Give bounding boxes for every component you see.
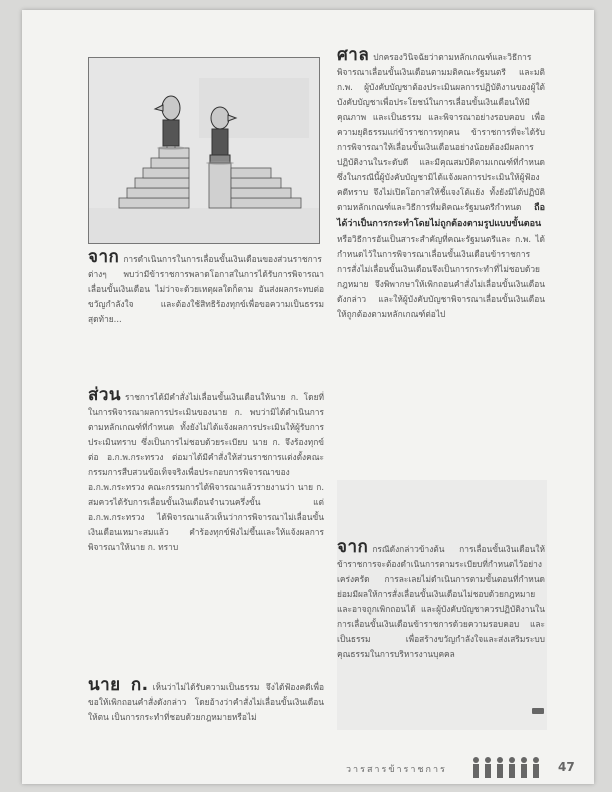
paragraph-text: การดำเนินการในการเลื่อนขั้นเงินเดือนของส่วนราชการต่างๆ พบว่ามีข้าราชการพลาดโอกาสในการได้รับการพิจารณาเลื่อนขั้นเงินเดือน ไม่ว่าจะด้วยเหตุผลใดก็ตาม อันส่งผลกระทบต่อขวัญกำลังใจ และต้องใช้สิทธิร้องทุกข์เพื่อขอความเป็นธรรม สุดท้าย... (88, 254, 324, 324)
lead-word: จาก (88, 247, 120, 267)
right-paragraph-1 (337, 45, 545, 322)
right-paragraph-2 (337, 537, 545, 662)
end-mark (532, 708, 544, 714)
lead-word: จาก (337, 537, 369, 557)
paragraph-text-tail: หรือวิธีการอันเป็นสาระสำคัญที่คณะรัฐมนตรีและ ก.พ. ได้กำหนดไว้ในการพิจารณาเลื่อนขั้นเงินเดือนข้าราชการ การสั่งไม่เลื่อนขั้นเงินเดือนจึงเป็นการกระทำที่ไม่ชอบด้วยกฎหมาย จึงพิพากษาให้เพิกถอนคำสั่งไม่เลื่อนขั้นเงินเดือนดังกล่าว และให้ผู้บังคับบัญชาพิจารณาเลื่อนขั้นเงินเดือนให้ถูกต้องตามหลักเกณฑ์ต่อไป (337, 234, 545, 319)
left-paragraph-3 (88, 675, 324, 725)
lead-word: ศาล (337, 45, 370, 65)
paragraph-text: ปกครองวินิจฉัยว่าตามหลักเกณฑ์และวิธีการพิจารณาเลื่อนขั้นเงินเดือนตามมติคณะรัฐมนตรี และมติ ก.พ. ผู้บังคับบัญชาต้องประเมินผลการปฏิบัติงานของผู้ใต้บังคับบัญชาเพื่อประโยชน์ในการเลื่อนขั้นเงินเดือนให้มีคุณภาพ และเป็นธรรม และพิจารณาอย่างรอบคอบ เพื่อความยุติธรรมแก่ข้าราชการทุกคน ข้าราชการที่จะได้รับการพิจารณาให้เลื่อนขั้นเงินเดือนอย่างน้อยต้องมีผลการปฏิบัติงานในระดับดี และมีคุณสมบัติตามเกณฑ์ที่กำหนด ซึ่งในกรณีนี้ผู้บังคับบัญชามิได้แจ้งผลการประเมินให้ผู้ฟ้องคดีทราบ จึงไม่เปิดโอกาสให้ชี้แจงโต้แย้ง ทั้งยังมิได้ปฏิบัติตามหลักเกณฑ์และวิธีการที่มติคณะรัฐมนตรีกำหนด (337, 52, 545, 212)
left-paragraph-1 (88, 247, 324, 327)
paragraph-text: กรณีดังกล่าวข้างต้น การเลื่อนขั้นเงินเดือนให้ข้าราชการจะต้องดำเนินการตามระเบียบที่กำหนดไว้อย่างเคร่งครัด การละเลยไม่ดำเนินการตามขั้นตอนที่กำหนด ย่อมมีผลให้การสั่งเลื่อนขั้นเงินเดือนไม่ชอบด้วยกฎหมาย และอาจถูกเพิกถอนได้ และผู้บังคับบัญชาควรปฏิบัติงานในการเลื่อนขั้นเงินเดือนข้าราชการด้วยความรอบคอบ และเป็นธรรม เพื่อสร้างขวัญกำลังใจและส่งเสริมระบบคุณธรรมในการบริหารงานบุคคล (337, 544, 545, 659)
paragraph-text: เห็นว่าไม่ได้รับความเป็นธรรม จึงได้ฟ้องคดีเพื่อขอให้เพิกถอนคำสั่งดังกล่าว โดยอ้างว่าคำสั่งไม่เลื่อนขั้นเงินเดือนให้ตน เป็นการกระทำที่ชอบด้วยกฎหมายหรือไม่ (88, 682, 324, 722)
document-page (22, 10, 594, 784)
lead-word: ส่วน (88, 385, 122, 405)
left-paragraph-2 (88, 385, 324, 555)
emphasis-text: ถือได้ว่าเป็นการกระทำโดยไม่ถูกต้องตามรูปแบบขั้นตอน (337, 203, 545, 229)
people-logo-icon (470, 755, 550, 781)
lead-word: นาย ก. (88, 675, 149, 695)
staircase-illustration (89, 58, 319, 243)
page-footer (322, 755, 594, 781)
paragraph-text: ราชการได้มีคำสั่งไม่เลื่อนขั้นเงินเดือนให้นาย ก. โดยที่ในการพิจารณาผลการประเมินของนาย ก. พบว่ามิได้ดำเนินการตามหลักเกณฑ์ที่กำหนด ทั้งยังไม่ได้แจ้งผลการประเมินให้ผู้รับการประเมินทราบ ซึ่งเป็นการไม่ชอบด้วยระเบียบ นาย ก. จึงร้องทุกข์ต่อ อ.ก.พ.กระทรวง ต่อมาได้มีคำสั่งให้ส่วนราชการแต่งตั้งคณะกรรมการสืบสวนข้อเท็จจริงเพื่อประกอบการพิจารณาของ อ.ก.พ.กระทรวง คณะกรรมการได้พิจารณาแล้วรายงานว่า นาย ก. สมควรได้รับการเลื่อนขั้นเงินเดือนจำนวนครึ่งขั้น แต่ อ.ก.พ.กระทรวง ได้พิจารณาแล้วเห็นว่าการพิจารณาไม่เลื่อนขั้นเงินเดือนเหมาะสมแล้ว คำร้องทุกข์ฟังไม่ขึ้นและให้แจ้งผลการพิจารณาให้นาย ก. ทราบ (88, 392, 324, 552)
page-number: 47 (558, 760, 575, 774)
footer-journal-title: วารสารข้าราชการ (346, 765, 447, 775)
illustration-frame (88, 57, 320, 244)
